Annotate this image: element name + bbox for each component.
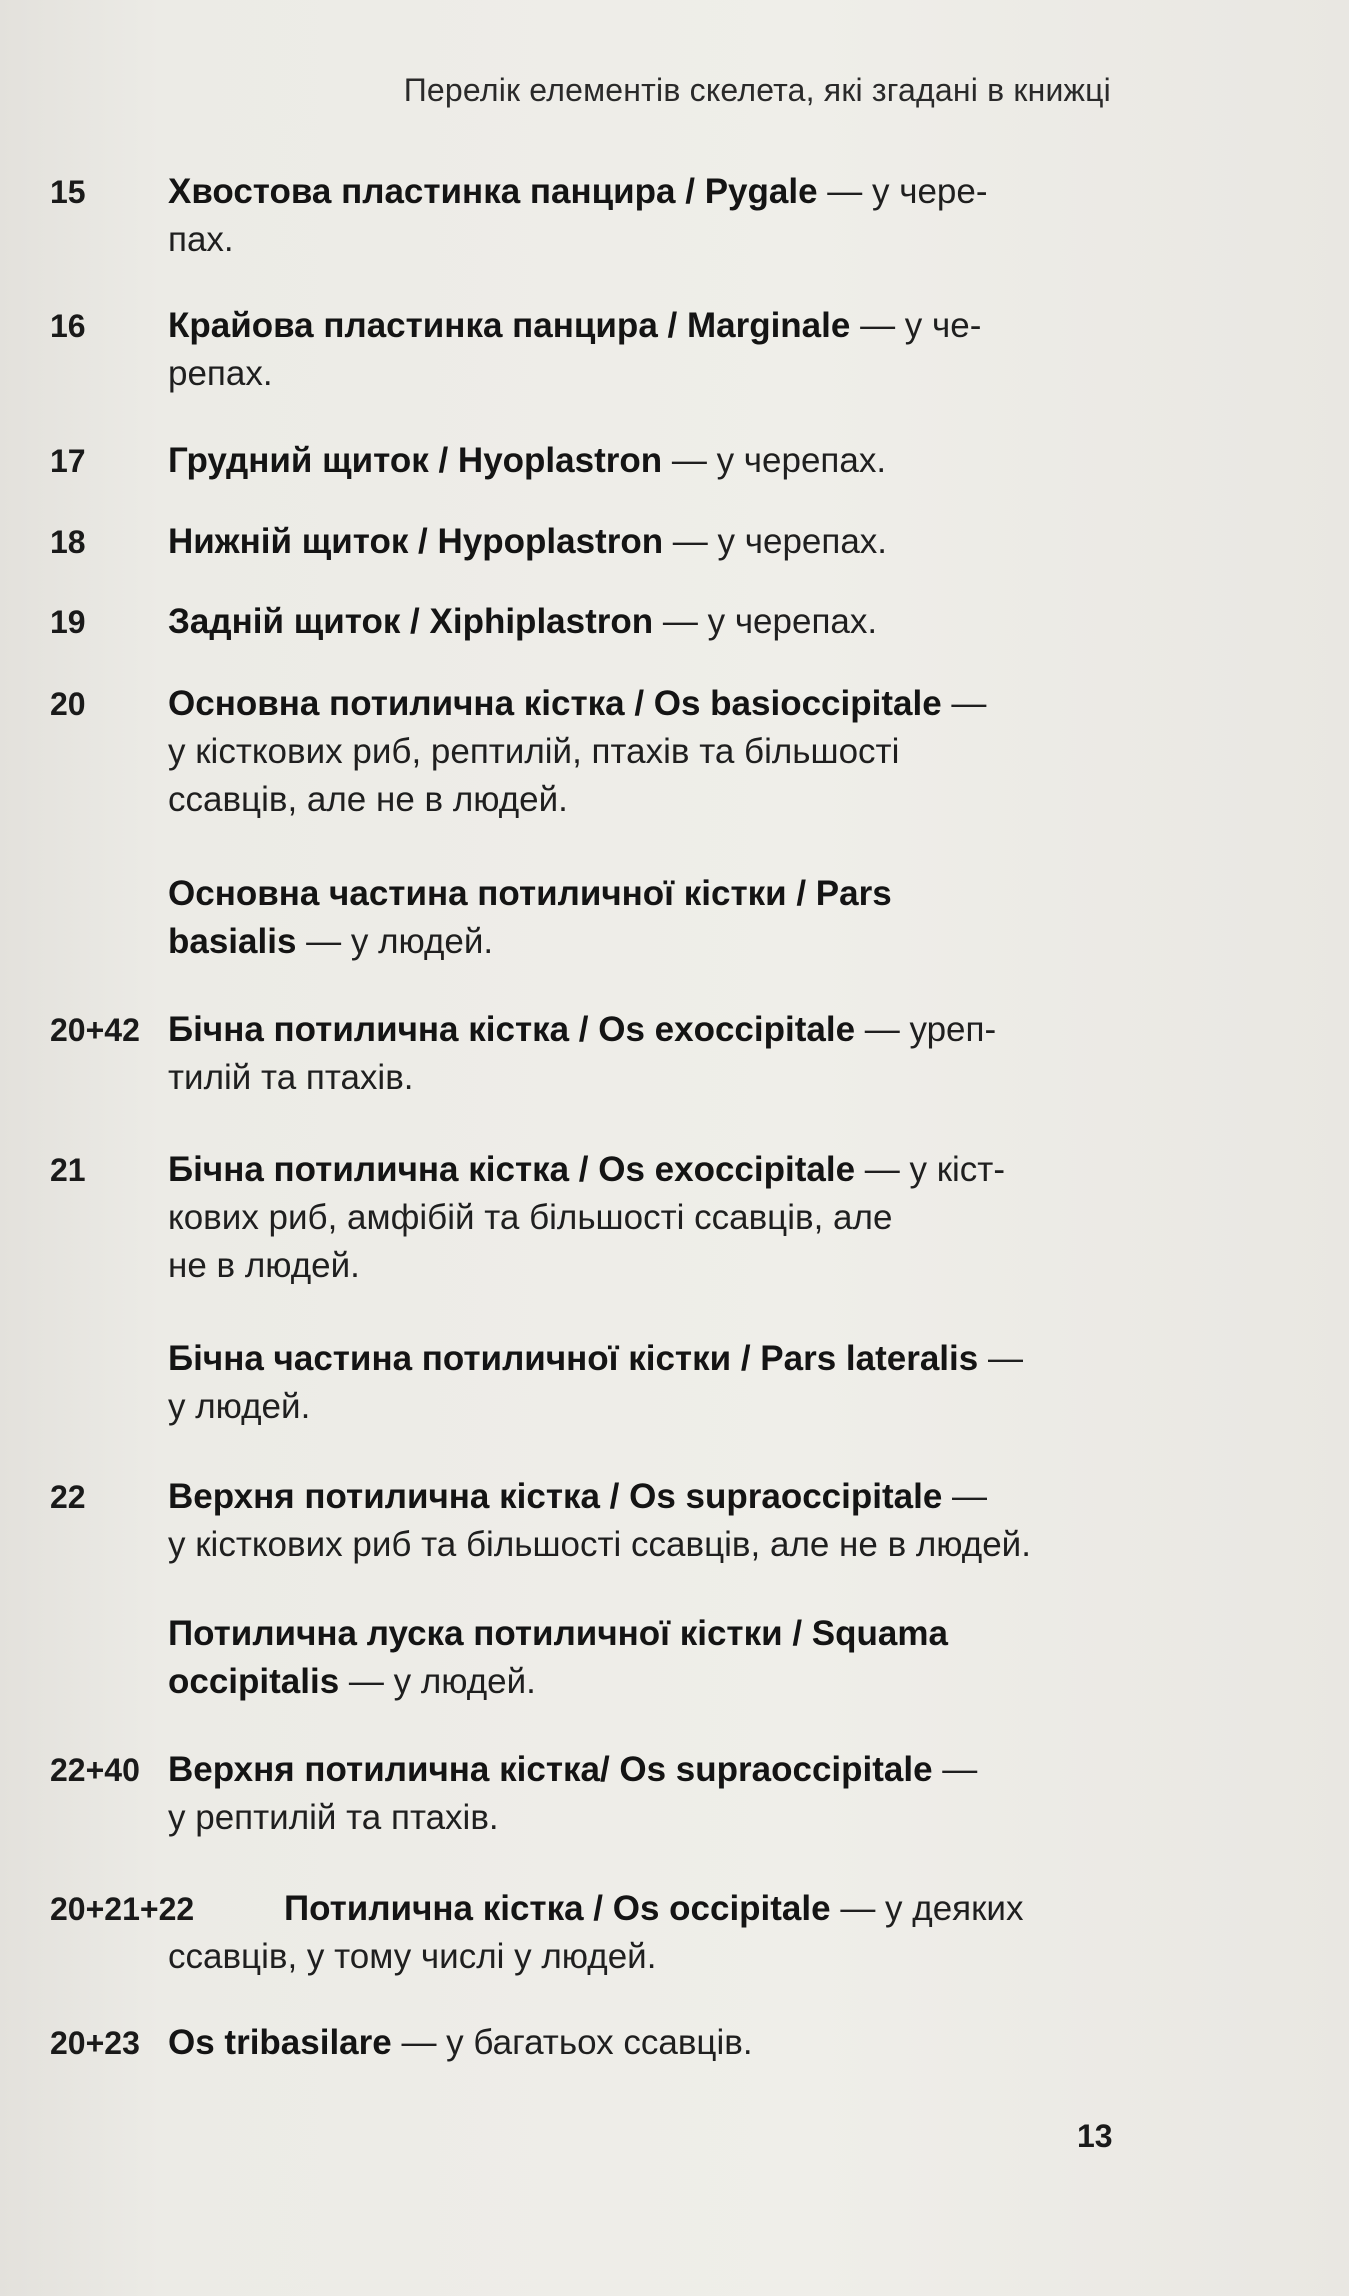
entry-desc-line2: кових риб, амфібій та більшості ссавців, але [168,1198,893,1237]
entry-number: 20 [50,686,86,722]
entry-number: 16 [50,308,86,344]
entry-desc-line3: ссавців, але не в людей. [168,780,568,819]
entry-22 [50,1473,1130,1569]
entry-desc-line2: тилій та птахів. [168,1058,414,1097]
entry-desc: — [942,1477,988,1516]
entry-squama-occipitalis [50,1610,1130,1706]
entry-19 [50,598,1130,646]
entry-term: Потилична луска потиличної кістки / Squama [168,1614,948,1653]
entry-18 [50,518,1130,566]
entry-desc-line2: ссавців, у тому числі у людей. [168,1937,657,1976]
entry-term: Хвостова пластинка панцира / Pygale [168,172,818,211]
entry-desc: — [932,1750,978,1789]
entry-pars-basialis [50,870,1130,966]
entry-number: 20+42 [50,1012,140,1048]
page-number: 13 [1077,2118,1113,2154]
entry-desc: — у че- [850,306,982,345]
entry-number: 21 [50,1152,86,1188]
entry-desc: — [941,684,987,723]
entry-desc-line2: — у людей. [339,1662,536,1701]
entry-term: Грудний щиток / Hyoplastron [168,441,663,480]
entry-desc: — у черепах. [663,522,888,561]
entry-number: 18 [50,524,86,560]
entry-desc: — у кіст- [855,1150,1005,1189]
entry-desc: — уреп- [855,1010,997,1049]
entry-desc-line2: пах. [168,220,234,259]
entry-desc: — у багатьох ссавців. [391,2023,753,2062]
entry-term: Бічна частина потиличної кістки / Pars lateralis [168,1339,979,1378]
entry-desc-line2: у людей. [168,1387,311,1426]
entry-desc: — у черепах. [662,441,887,480]
entry-desc: — у черепах. [653,602,878,641]
entry-22-40 [50,1746,1130,1842]
entry-term: Верхня потилична кістка/ Os supraoccipitale [168,1750,933,1789]
entry-term-line2: occipitalis [168,1662,340,1701]
entry-desc-line3: не в людей. [168,1246,360,1285]
entry-desc-line2: у кісткових риб та більшості ссавців, але не в людей. [168,1525,1031,1564]
entry-term: Задній щиток / Xiphiplastron [168,602,654,641]
entry-desc-line2: у рептилій та птахів. [168,1798,499,1837]
entry-term: Os tribasilare [168,2023,392,2062]
entry-desc: — [978,1339,1023,1378]
entry-number: 17 [50,443,86,479]
entry-term: Бічна потилична кістка / Os exoccipitale [168,1150,856,1189]
entry-number: 20+23 [50,2025,140,2061]
entry-term: Крайова пластинка панцира / Marginale [168,306,851,345]
entry-number: 15 [50,174,86,210]
entry-20-21-22 [50,1885,1130,1981]
entry-20 [50,680,1130,824]
entry-number: 22+40 [50,1752,140,1788]
entry-term-line2: basialis [168,922,297,961]
entry-desc-line2: — у людей. [296,922,494,961]
entry-number: 20+21+22 [50,1891,195,1927]
entry-term: Верхня потилична кістка / Os supraoccipitale [168,1477,943,1516]
entry-16 [50,302,1130,398]
entry-term: Бічна потилична кістка / Os exoccipitale [168,1010,856,1049]
entry-desc-line2: у кісткових риб, рептилій, птахів та більшості [168,732,900,771]
entry-desc: — у чере- [817,172,988,211]
entry-20-42 [50,1006,1130,1102]
running-header: Перелік елементів скелета, які згадані в книжці [403,72,1111,108]
entry-desc: — у деяких [830,1889,1024,1928]
entry-desc-line2: репах. [168,354,273,393]
entry-20-23 [50,2019,1130,2067]
entry-15 [50,168,1130,264]
entry-term: Нижній щиток / Hypoplastron [168,522,664,561]
entry-term: Потилична кістка / Os occipitale [284,1889,831,1928]
entry-number: 19 [50,604,86,640]
entry-17 [50,437,1130,485]
entry-pars-lateralis [50,1335,1130,1431]
entry-number: 22 [50,1479,86,1515]
entry-term: Основна частина потиличної кістки / Pars [168,874,892,913]
entry-term: Основна потилична кістка / Os basioccipitale [168,684,942,723]
entry-21 [50,1146,1130,1290]
